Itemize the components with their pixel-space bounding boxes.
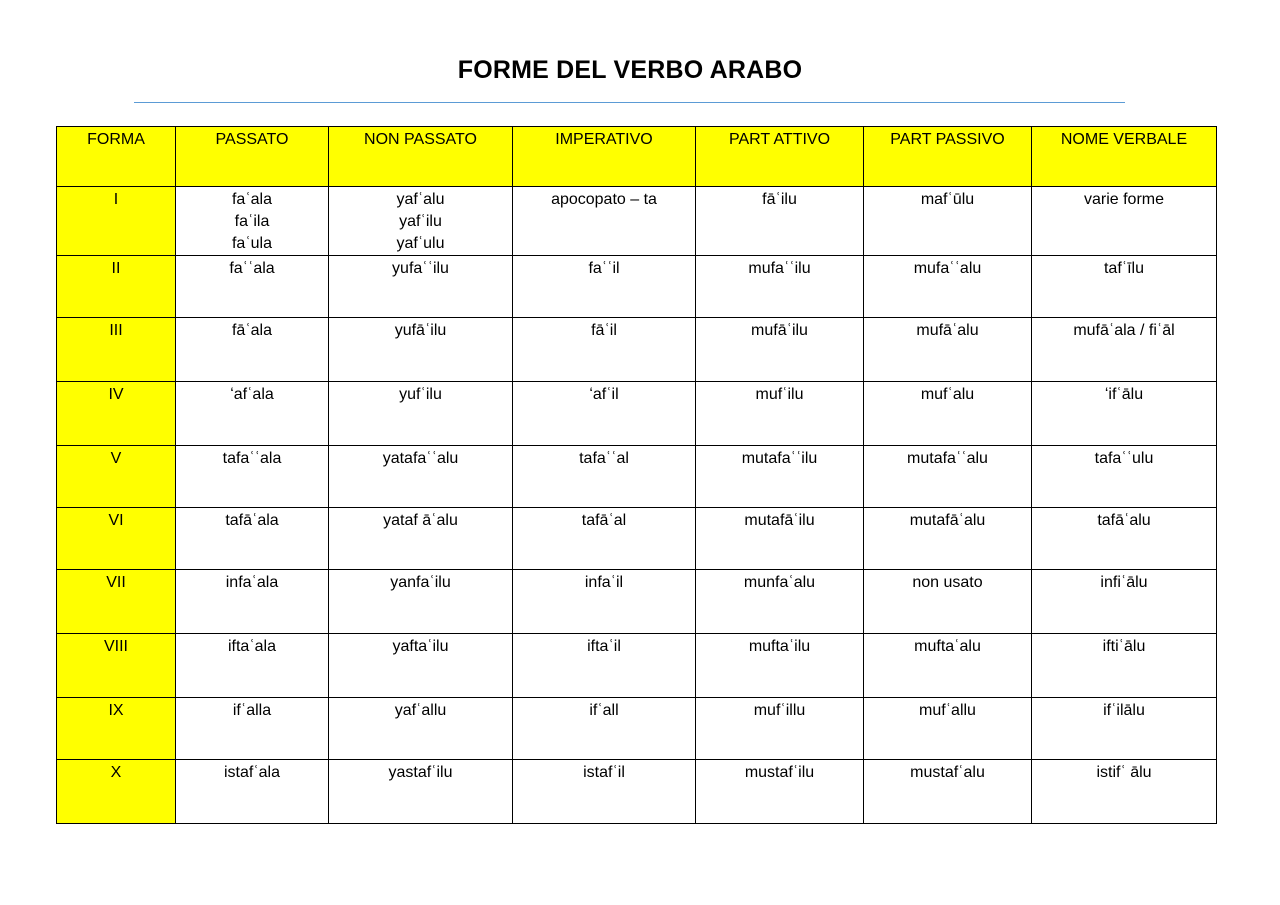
table-row — [57, 446, 1217, 508]
table-row — [57, 698, 1217, 760]
cell-nome-verbale — [1032, 187, 1217, 256]
cell-text: mustafʿilu — [744, 764, 815, 781]
cell-imperativo — [513, 698, 696, 760]
cell-part-passivo — [864, 318, 1032, 382]
forma-cell: V — [57, 446, 176, 508]
cell-passato — [176, 760, 329, 824]
title-underline — [134, 102, 1125, 103]
cell-passato — [176, 570, 329, 634]
cell-part-attivo — [696, 382, 864, 446]
table-body — [57, 187, 1217, 824]
cell-text: mufāʿalu — [916, 322, 979, 339]
cell-passato — [176, 187, 329, 256]
cell-non-passato — [329, 570, 513, 634]
header-row — [57, 127, 1217, 187]
cell-text: mufʿalu — [920, 386, 975, 403]
cell-text: tafāʿala — [225, 512, 279, 529]
table-row — [57, 256, 1217, 318]
cell-part-passivo — [864, 698, 1032, 760]
cell-part-attivo — [696, 318, 864, 382]
cell-nome-verbale — [1032, 446, 1217, 508]
cell-text: tafāʿalu — [1097, 512, 1151, 529]
cell-text: yufāʿilu — [394, 322, 447, 339]
cell-imperativo — [513, 446, 696, 508]
cell-text: yafʿilu — [399, 213, 442, 230]
table-row — [57, 318, 1217, 382]
cell-text: tafʿīlu — [1103, 260, 1144, 277]
column-header-part-attivo: PART ATTIVO — [696, 127, 864, 187]
forma-cell: VI — [57, 508, 176, 570]
cell-text: yafʿulu — [396, 235, 445, 252]
cell-nome-verbale — [1032, 508, 1217, 570]
cell-text: apocopato – ta — [551, 191, 657, 208]
forma-cell: I — [57, 187, 176, 256]
cell-part-passivo — [864, 508, 1032, 570]
cell-text: yanfaʿilu — [390, 574, 451, 591]
forma-cell: II — [57, 256, 176, 318]
cell-part-passivo — [864, 382, 1032, 446]
cell-text: ifʿalla — [232, 702, 272, 719]
cell-text: mufāʿilu — [751, 322, 808, 339]
cell-text: iftaʿil — [587, 638, 621, 655]
cell-text: faʿula — [231, 235, 273, 252]
cell-part-attivo — [696, 256, 864, 318]
cell-text: iftaʿala — [227, 638, 277, 655]
cell-text: mafʿūlu — [920, 191, 975, 208]
table-row — [57, 187, 1217, 256]
cell-text: yufaʿʿilu — [392, 260, 449, 277]
cell-text: ʻafʿil — [589, 386, 619, 403]
cell-passato — [176, 446, 329, 508]
cell-non-passato — [329, 382, 513, 446]
cell-text: tafāʿal — [581, 512, 627, 529]
cell-text: yafʿalu — [396, 191, 445, 208]
cell-imperativo — [513, 382, 696, 446]
cell-non-passato — [329, 187, 513, 256]
cell-nome-verbale — [1032, 256, 1217, 318]
table-row — [57, 508, 1217, 570]
column-header-part-passivo: PART PASSIVO — [864, 127, 1032, 187]
cell-nome-verbale — [1032, 318, 1217, 382]
cell-passato — [176, 318, 329, 382]
forma-cell: IX — [57, 698, 176, 760]
page-title: FORME DEL VERBO ARABO — [457, 56, 803, 84]
cell-non-passato — [329, 318, 513, 382]
cell-part-attivo — [696, 508, 864, 570]
cell-text: mufaʿʿilu — [748, 260, 811, 277]
cell-nome-verbale — [1032, 382, 1217, 446]
cell-part-passivo — [864, 256, 1032, 318]
cell-text: tafaʿʿala — [222, 450, 282, 467]
column-header-forma: FORMA — [57, 127, 176, 187]
cell-text: yafʿallu — [394, 702, 447, 719]
cell-non-passato — [329, 256, 513, 318]
cell-text: varie forme — [1083, 191, 1165, 208]
cell-text: ʻafʿala — [230, 386, 274, 403]
forma-cell: IV — [57, 382, 176, 446]
cell-text: munfaʿalu — [743, 574, 816, 591]
column-header-non-passato: NON PASSATO — [329, 127, 513, 187]
column-header-passato: PASSATO — [176, 127, 329, 187]
cell-text: iftiʿālu — [1102, 638, 1146, 655]
cell-imperativo — [513, 760, 696, 824]
cell-part-passivo — [864, 760, 1032, 824]
cell-non-passato — [329, 446, 513, 508]
cell-nome-verbale — [1032, 634, 1217, 698]
forma-cell: X — [57, 760, 176, 824]
forma-cell: III — [57, 318, 176, 382]
cell-text: ʻifʿālu — [1104, 386, 1144, 403]
cell-part-attivo — [696, 760, 864, 824]
cell-text: muftaʿalu — [914, 638, 981, 655]
cell-text: mufʿillu — [753, 702, 806, 719]
table-row — [57, 570, 1217, 634]
cell-text: infiʿālu — [1100, 574, 1148, 591]
table-row — [57, 760, 1217, 824]
cell-part-passivo — [864, 446, 1032, 508]
cell-nome-verbale — [1032, 698, 1217, 760]
cell-text: mufʿallu — [919, 702, 976, 719]
cell-text: mutafaʿʿalu — [907, 450, 988, 467]
cell-text: mufaʿʿalu — [913, 260, 982, 277]
cell-imperativo — [513, 187, 696, 256]
table-row — [57, 382, 1217, 446]
cell-text: yaftaʿilu — [392, 638, 449, 655]
verb-forms-table — [56, 126, 1217, 824]
cell-text: mufāʿala / fiʿāl — [1073, 322, 1175, 339]
cell-text: tafaʿʿal — [579, 450, 629, 467]
cell-text: yastafʿilu — [388, 764, 453, 781]
cell-passato — [176, 698, 329, 760]
cell-part-passivo — [864, 634, 1032, 698]
table-row — [57, 634, 1217, 698]
cell-text: ifʿall — [589, 702, 619, 719]
cell-text: muftaʿilu — [748, 638, 811, 655]
cell-passato — [176, 382, 329, 446]
cell-part-passivo — [864, 187, 1032, 256]
cell-text: yataf āʿalu — [383, 512, 458, 529]
cell-part-attivo — [696, 698, 864, 760]
cell-text: fāʿala — [231, 322, 273, 339]
cell-part-attivo — [696, 634, 864, 698]
cell-non-passato — [329, 634, 513, 698]
cell-part-attivo — [696, 446, 864, 508]
cell-imperativo — [513, 256, 696, 318]
cell-text: istafʿala — [223, 764, 281, 781]
cell-text: faʿʿala — [229, 260, 275, 277]
cell-text: faʿala — [231, 191, 273, 208]
cell-text: infaʿil — [584, 574, 624, 591]
cell-text: istafʿil — [583, 764, 625, 781]
cell-text: fāʿil — [591, 322, 617, 339]
cell-nome-verbale — [1032, 760, 1217, 824]
cell-part-passivo — [864, 570, 1032, 634]
cell-passato — [176, 508, 329, 570]
cell-text: mutafaʿʿilu — [741, 450, 818, 467]
cell-text: mutafāʿilu — [744, 512, 815, 529]
cell-imperativo — [513, 318, 696, 382]
cell-text: tafaʿʿulu — [1094, 450, 1154, 467]
column-header-nome-verbale: NOME VERBALE — [1032, 127, 1217, 187]
cell-imperativo — [513, 634, 696, 698]
cell-text: fāʿilu — [762, 191, 797, 208]
cell-text: faʿʿil — [588, 260, 620, 277]
cell-non-passato — [329, 760, 513, 824]
cell-text: mutafāʿalu — [909, 512, 986, 529]
cell-text: yatafaʿʿalu — [382, 450, 459, 467]
cell-non-passato — [329, 508, 513, 570]
forma-cell: VII — [57, 570, 176, 634]
cell-passato — [176, 256, 329, 318]
cell-part-attivo — [696, 187, 864, 256]
cell-passato — [176, 634, 329, 698]
column-header-imperativo: IMPERATIVO — [513, 127, 696, 187]
cell-text: istifʿ ālu — [1096, 764, 1152, 781]
cell-imperativo — [513, 570, 696, 634]
cell-imperativo — [513, 508, 696, 570]
forma-cell: VIII — [57, 634, 176, 698]
cell-text: yufʿilu — [399, 386, 442, 403]
cell-text: faʿila — [234, 213, 270, 230]
cell-non-passato — [329, 698, 513, 760]
cell-part-attivo — [696, 570, 864, 634]
cell-text: mustafʿalu — [910, 764, 985, 781]
cell-text: infaʿala — [225, 574, 279, 591]
cell-text: mufʿilu — [755, 386, 804, 403]
cell-nome-verbale — [1032, 570, 1217, 634]
cell-text: ifʿilālu — [1103, 702, 1145, 719]
cell-text: non usato — [912, 574, 983, 591]
